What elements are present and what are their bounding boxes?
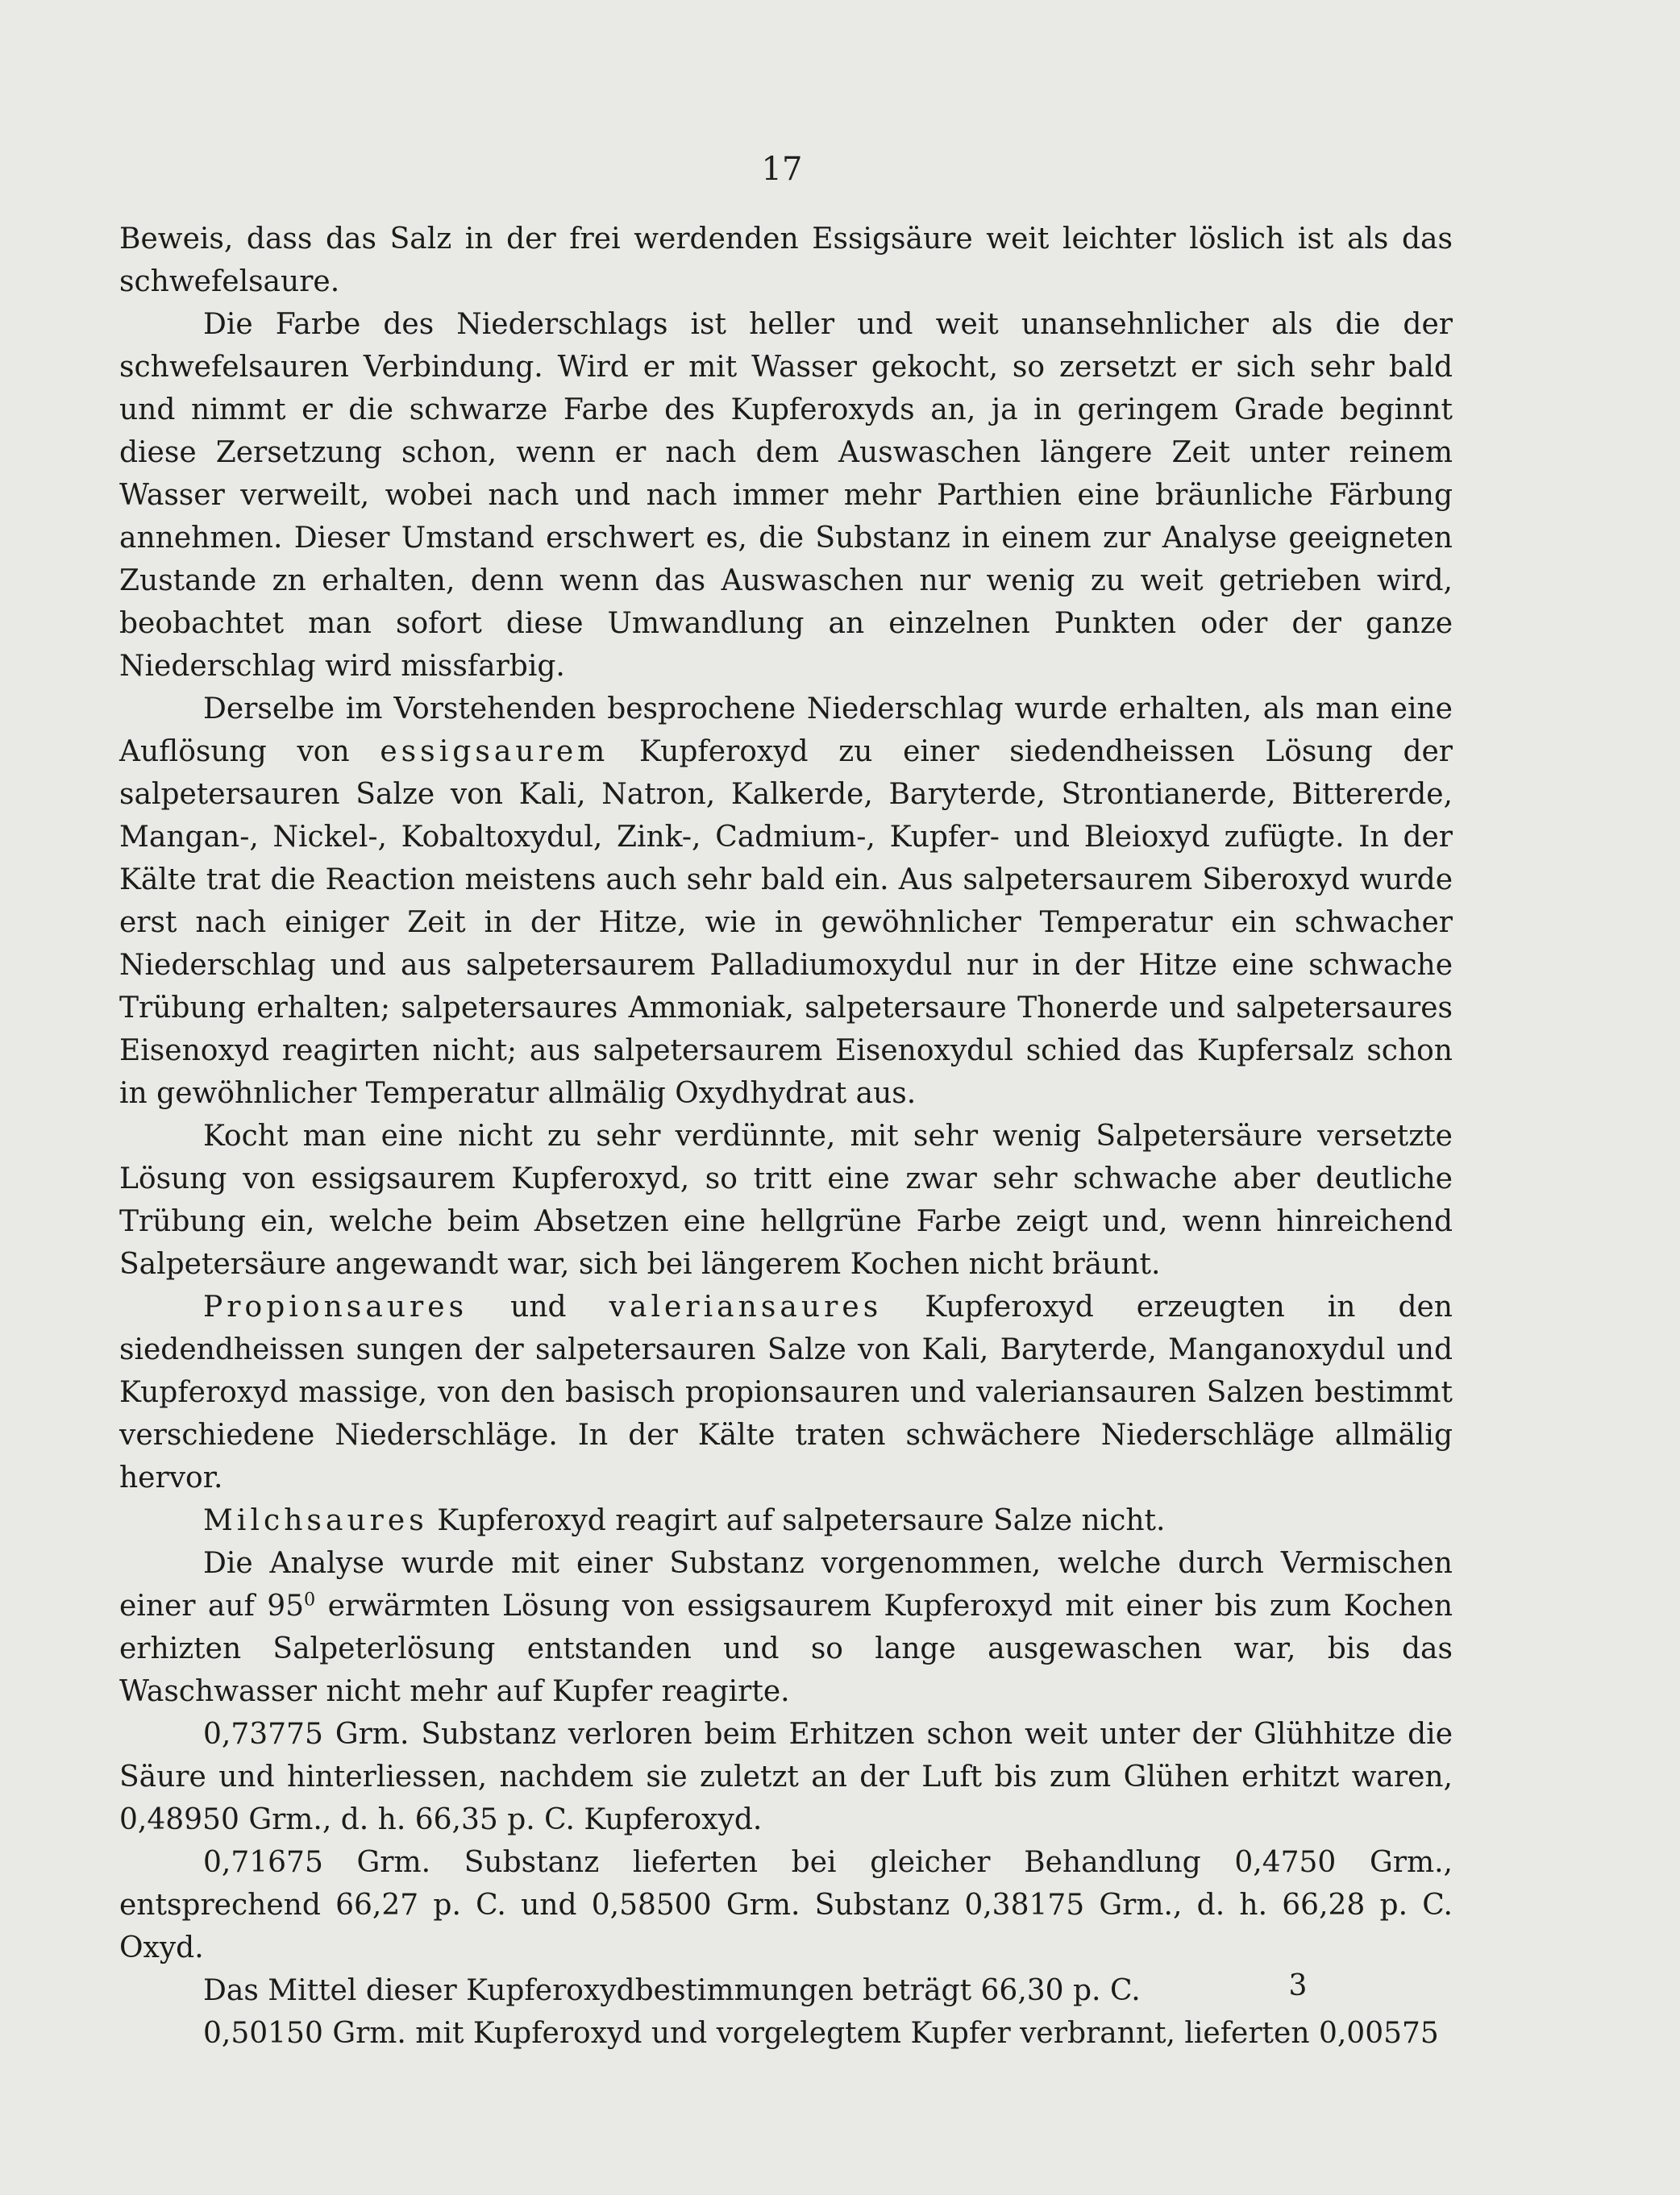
text-run: Kupferoxyd erzeugten in den siedendheissen sungen der salpetersauren Salze von Kali, Baryterde, Manganoxydul und Kupferoxyd massige, von den basisch propionsauren und valeriansauren Salzen bestimmt verschiedene Niederschläge. In der Kälte traten schwächere Niederschläge allmälig hervor. (119, 1291, 1453, 1495)
paragraph (119, 1286, 1453, 1499)
text-run: 0,71675 Grm. Substanz lieferten bei gleicher Behandlung 0,4750 Grm., entsprechend 66,27 p. C. und 0,58500 Grm. Substanz 0,38175 Grm., d. h. 66,28 p. C. Oxyd. (119, 1846, 1453, 1964)
paragraph (119, 218, 1453, 303)
text-run: Kupferoxyd zu einer siedendheissen Lösung der salpetersauren Salze von Kali, Natron, Kalkerde, Baryterde, Strontianerde, Bittererde, Mangan-, Nickel-, Kobaltoxydul, Zink-, Cadmium-, Kupfer- und Bleioxyd zufügte. In der Kälte trat die Reaction meistens auch sehr bald ein. Aus salpetersaurem Siberoxyd wurde erst nach einiger Zeit in der Hitze, wie in gewöhnlicher Temperatur ein schwacher Niederschlag und aus salpetersaurem Palladiumoxydul nur in der Hitze eine schwache Trübung erhalten; salpetersaures Ammoniak, salpetersaure Thonerde und salpetersaures Eisenoxyd reagirten nicht; aus salpetersaurem Eisenoxydul schied das Kupfersalz schon in gewöhnlicher Temperatur allmälig Oxydhydrat aus. (119, 735, 1453, 1110)
signature-mark: 3 (1288, 1969, 1308, 2002)
paragraph (119, 1542, 1453, 1713)
page-number: 17 (761, 151, 803, 188)
superscript-degree: 0 (304, 1589, 316, 1611)
paragraph (119, 688, 1453, 1115)
text-run: 0,50150 Grm. mit Kupferoxyd und vorgelegtem Kupfer verbrannt, lieferten 0,00575 (203, 2017, 1439, 2050)
text-run: Die Farbe des Niederschlags ist heller und weit unansehnlicher als die der schwefelsauren Verbindung. Wird er mit Wasser gekocht, so zersetzt er sich sehr bald und nimmt er die schwarze Farbe des Kupferoxyds an, ja in geringem Grade beginnt diese Zersetzung schon, wenn er nach dem Auswaschen längere Zeit unter reinem Wasser verweilt, wobei nach und nach immer mehr Parthien eine bräunliche Färbung annehmen. Dieser Umstand erschwert es, die Substanz in einem zur Analyse geeigneten Zustande zn erhalten, denn wenn das Auswaschen nur wenig zu weit getrieben wird, beobachtet man sofort diese Umwandlung an einzelnen Punkten oder der ganze Niederschlag wird missfarbig. (119, 308, 1453, 683)
paragraph (119, 1115, 1453, 1286)
paragraph (119, 1713, 1453, 1841)
text-run: Beweis, dass das Salz in der frei werdenden Essigsäure weit leichter löslich ist als das schwefelsaure. (119, 222, 1453, 298)
text-run: Kupferoxyd reagirt auf salpetersaure Salze nicht. (427, 1504, 1166, 1537)
spaced-emphasis: valeriansaures (609, 1291, 883, 1324)
paragraph (119, 1841, 1453, 1969)
text-run: Die Analyse wurde mit einer Substanz vorgenommen, welche durch Vermischen einer auf 95 (119, 1547, 1453, 1623)
spaced-emphasis: essigsaurem (380, 735, 609, 768)
text-run: erwärmten Lösung von essigsaurem Kupferoxyd mit einer bis zum Kochen erhizten Salpeterlösung entstanden und so lange ausgewaschen war, bis das Waschwasser nicht mehr auf Kupfer reagirte. (119, 1590, 1453, 1708)
text-run: 0,73775 Grm. Substanz verloren beim Erhitzen schon weit unter der Glühhitze die Säure und hinterliessen, nachdem sie zuletzt an der Luft bis zum Glühen erhitzt waren, 0,48950 Grm., d. h. 66,35 p. C. Kupferoxyd. (119, 1718, 1453, 1836)
paragraph (119, 1499, 1453, 1542)
text-run: und (468, 1291, 609, 1324)
paragraph (119, 2012, 1453, 2055)
spaced-emphasis: Propionsaures (203, 1291, 468, 1324)
paragraph (119, 1969, 1453, 2012)
text-run: Das Mittel dieser Kupferoxydbestimmungen beträgt 66,30 p. C. (203, 1974, 1141, 2007)
paragraph (119, 303, 1453, 688)
spaced-emphasis: Milchsaures (203, 1504, 428, 1537)
text-run: Derselbe im Vorstehenden besprochene Niederschlag wurde erhalten, als man eine Auflösung von (119, 692, 1453, 768)
body-text (119, 218, 1453, 2055)
text-run: Kocht man eine nicht zu sehr verdünnte, mit sehr wenig Salpetersäure versetzte Lösung von essigsaurem Kupferoxyd, so tritt eine zwar sehr schwache aber deutliche Trübung ein, welche beim Absetzen eine hellgrüne Farbe zeigt und, wenn hinreichend Salpetersäure angewandt war, sich bei längerem Kochen nicht bräunt. (119, 1120, 1453, 1281)
